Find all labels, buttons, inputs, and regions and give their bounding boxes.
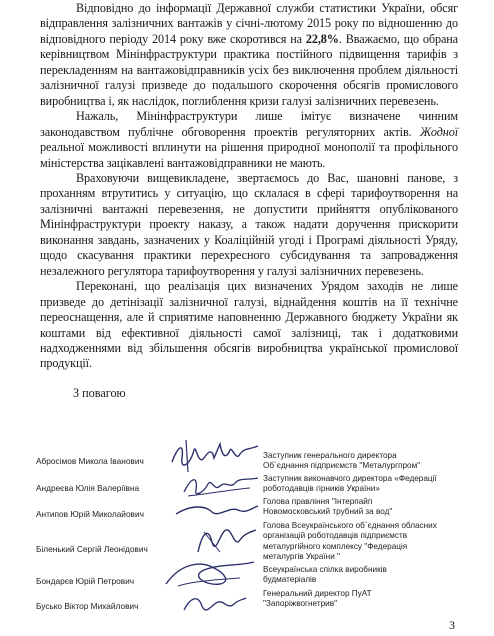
handwritten-signature	[178, 590, 248, 618]
signatory-name: Андреєва Юлія Валеріївна	[36, 483, 140, 493]
handwritten-signature	[160, 556, 260, 592]
signatory-name: Бондарєв Юрій Петрович	[36, 576, 135, 586]
signatory-name: Антипов Юрій Миколайович	[36, 509, 144, 519]
signatory-title: Голова Всеукраїнського об`єднання обласних організацій роботодавців підприємств металургійного комплексу "Федерація металургів України "	[263, 521, 437, 562]
signatory-title: Генеральний директор ПуАТ "Запоріжвогнетрив"	[263, 589, 372, 609]
signatory-title: Заступник генерального директора Об`єднання підприємств "Металургпром"	[263, 451, 421, 471]
letter-body	[40, 1, 458, 372]
paragraph-consultation: Нажаль, Мінінфраструктури лише імітує визначене чинним законодавством публічне обговорення проектів регуляторних актів. Жодної реальної можливості вплинути на рішення природної монополії та профільного міністерства зацікавлені вантажовідправники не мають.	[40, 109, 458, 170]
closing-phrase: З повагою	[73, 386, 126, 400]
signatory-title: Заступник виконавчого директора «Федерації роботодавців гірників України»	[263, 474, 437, 494]
handwritten-signature	[172, 500, 262, 524]
paragraph-conclusion: Переконані, що реалізація цих визначених Урядом заходів не лише призведе до детінізації залізничної галузі, віднайдення коштів на її технічне переоснащення, але й сприятиме наповненню Державного бюджету України як коштами від ефективної діяльності самої залізниці, так і додатковими надходженнями від збільшення обсягів виробництва української промислової продукції.	[40, 279, 458, 371]
decline-percent: 22,8%	[305, 31, 339, 46]
signatory-title: Голова правління "Інтерпайп Новомосковський трубний за вод"	[263, 497, 393, 517]
paragraph-statistics: Відповідно до інформації Державної служби статистики України, обсяг відправлення залізничних вантажів у січні-лютому 2015 року по відношенню до відповідного періоду 2014 року вже скоротився на 22,8%. Вважаємо, що обрана керівництвом Мінінфраструктури практика постійного підвищення тарифів з перекладенням на вантажовідправників усіх без виключення проблем діяльності залізничної галузі призведе до подальшого скорочення обсягів промислового виробництва і, як наслідок, поглиблення кризи галузі залізничних перевезень.	[40, 1, 458, 108]
handwritten-signature	[190, 522, 260, 560]
signatory-title: Всеукраїнська спілка виробників будматеріалів	[263, 565, 387, 585]
emphasis-word: Жодної	[419, 124, 458, 139]
paragraph-request: Враховуючи вищевикладене, звертаємось до Вас, шановні панове, з проханням втрутитись у ситуацію, що склалася в сфері тарифоутворення на залізничні вантажні перевезення, не допустити прийняття опублікованого Мінінфраструктури проекту наказу, а також надати доручення прискорити виконання завдань, зазначених у Коаліційній угоді і Програмі діяльності Уряду, щодо скасування практики перехресного субсидування та запровадження незалежного регулятора тарифоутворення у галузі залізничних перевезень.	[40, 170, 458, 278]
handwritten-signature	[178, 470, 263, 500]
signatory-name: Буськo Віктор Михайлович	[36, 601, 139, 611]
page-number: 3	[449, 618, 455, 632]
signatory-name: Біленький Сергій Леонідович	[36, 544, 148, 554]
signatory-name: Абросімов Микола Іванович	[36, 456, 144, 466]
